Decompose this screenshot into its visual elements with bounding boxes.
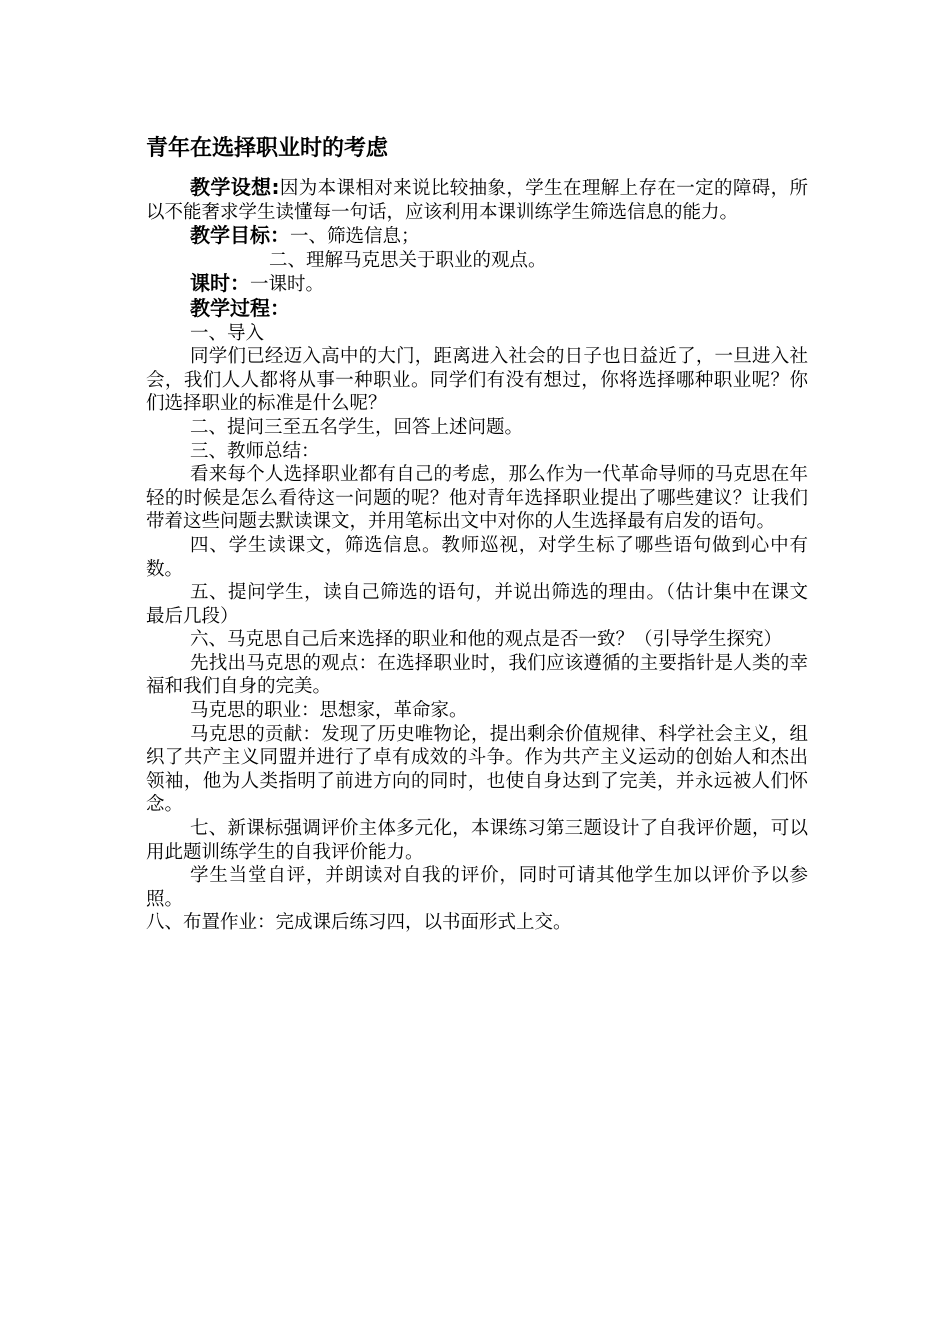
- section-1-heading: 一、导入: [190, 322, 265, 344]
- process-heading-line: [146, 297, 808, 322]
- design-label: 教学设想:: [190, 175, 280, 199]
- section-6-contribution: 马克思的贡献：发现了历史唯物论，提出剩余价值规律、科学社会主义，组织了共产主义同盟并进行了卓有成效的斗争。作为共产主义运动的创始人和杰出领袖，他为人类指明了前进方向的同时，也使自身达到了完美，并永远被人们怀念。: [146, 723, 808, 816]
- section-3-text: 看来每个人选择职业都有自己的考虑，那么作为一代革命导师的马克思在年轻的时候是怎么看待这一问题的呢？他对青年选择职业提出了哪些建议？让我们带着这些问题去默读课文，并用笔标出文中对你的人生选择最有启发的语句。: [146, 464, 808, 533]
- section-3-heading: 三、教师总结：: [190, 440, 320, 462]
- section-6: 六、马克思自己后来选择的职业和他的观点是否一致？（引导学生探究）: [190, 629, 783, 651]
- section-1-text: 同学们已经迈入高中的大门，距离进入社会的日子也日益近了，一旦进入社会，我们人人都将从事一种职业。同学们有没有想过，你将选择哪种职业呢？你们选择职业的标准是什么呢？: [146, 346, 808, 415]
- page-title: 青年在选择职业时的考虑: [146, 136, 389, 161]
- section-6-job: 马克思的职业：思想家，革命家。: [190, 700, 468, 722]
- hours-label: 课时：: [190, 271, 250, 296]
- hours-line: [146, 272, 808, 297]
- design-paragraph: [146, 176, 808, 224]
- section-5: 五、提问学生，读自己筛选的语句，并说出筛选的理由。（估计集中在课文最后几段）: [146, 582, 808, 627]
- design-text: 因为本课相对来说比较抽象，学生在理解上存在一定的障碍，所以不能奢求学生读懂每一句话，应该利用本课训练学生筛选信息的能力。: [146, 178, 808, 223]
- section-8-homework: 八、布置作业：完成课后练习四，以书面形式上交。: [146, 912, 572, 934]
- document-body: [146, 176, 808, 935]
- section-2: 二、提问三至五名学生，回答上述问题。: [190, 416, 524, 438]
- goals-item-1: 一、筛选信息；: [290, 226, 420, 248]
- process-label: 教学过程：: [190, 295, 290, 320]
- section-7-self-evaluation: 学生当堂自评，并朗读对自我的评价，同时可请其他学生加以评价予以参照。: [146, 865, 808, 910]
- goals-item-2-line: [146, 249, 808, 273]
- goals-item-2: 二、理解马克思关于职业的观点。: [269, 249, 547, 271]
- section-6-view: 先找出马克思的观点：在选择职业时，我们应该遵循的主要指针是人类的幸福和我们自身的完美。: [146, 652, 808, 698]
- goals-line: [146, 224, 808, 249]
- section-4: 四、学生读课文，筛选信息。教师巡视，对学生标了哪些语句做到心中有数。: [146, 534, 808, 580]
- section-7: 七、新课标强调评价主体多元化，本课练习第三题设计了自我评价题，可以用此题训练学生的自我评价能力。: [146, 818, 808, 863]
- goals-label: 教学目标：: [190, 223, 290, 248]
- hours-text: 一课时。: [250, 274, 325, 296]
